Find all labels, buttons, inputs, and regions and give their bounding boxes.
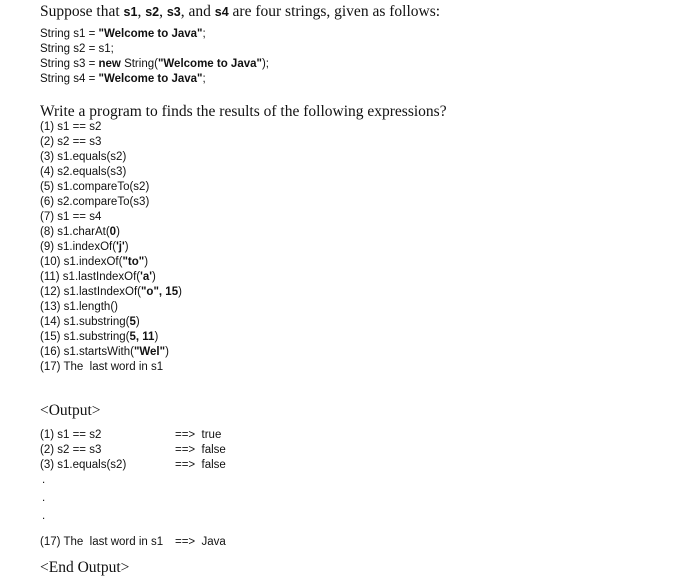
declaration-s1: String s1 = "Welcome to Java";	[40, 28, 206, 40]
output-row-expression: (1) s1 == s2	[40, 429, 102, 441]
expression-item: (15) s1.substring(5, 11)	[40, 331, 159, 343]
expression-item: (14) s1.substring(5)	[40, 316, 140, 328]
ellipsis-dot: .	[42, 492, 46, 504]
declaration-s4: String s4 = "Welcome to Java";	[40, 73, 206, 85]
output-last-expression: (17) The last word in s1	[40, 536, 164, 548]
output-row-result: ==> false	[175, 459, 226, 471]
expression-item: (4) s2.equals(s3)	[40, 166, 127, 178]
ellipsis-dot: .	[42, 474, 46, 486]
expression-item: (17) The last word in s1	[40, 361, 164, 373]
expression-item: (12) s1.lastIndexOf("o", 15)	[40, 286, 182, 298]
expression-item: (10) s1.indexOf("to")	[40, 256, 149, 268]
expression-item: (1) s1 == s2	[40, 121, 102, 133]
intro-sentence: Suppose that s1, s2, s3, and s4 are four strings, given as follows:	[40, 3, 441, 20]
expression-item: (7) s1 == s4	[40, 211, 102, 223]
output-row-expression: (2) s2 == s3	[40, 444, 102, 456]
expression-item: (8) s1.charAt(0)	[40, 226, 120, 238]
output-end-label: <End Output>	[40, 559, 130, 576]
expression-item: (5) s1.compareTo(s2)	[40, 181, 150, 193]
ellipsis-dot: .	[42, 510, 46, 522]
expression-item: (2) s2 == s3	[40, 136, 102, 148]
output-start-label: <Output>	[40, 402, 101, 419]
expression-item: (6) s2.compareTo(s3)	[40, 196, 150, 208]
question-prompt: Write a program to finds the results of the following expressions?	[40, 103, 447, 120]
expression-item: (13) s1.length()	[40, 301, 118, 313]
output-last-result: ==> Java	[175, 536, 226, 548]
expression-item: (3) s1.equals(s2)	[40, 151, 127, 163]
declaration-s2: String s2 = s1;	[40, 43, 114, 55]
output-row-result: ==> false	[175, 444, 226, 456]
expression-item: (9) s1.indexOf('j')	[40, 241, 129, 253]
expression-item: (16) s1.startsWith("Wel")	[40, 346, 169, 358]
declaration-s3: String s3 = new String("Welcome to Java");	[40, 58, 269, 70]
output-row-expression: (3) s1.equals(s2)	[40, 459, 127, 471]
expression-item: (11) s1.lastIndexOf('a')	[40, 271, 156, 283]
output-row-result: ==> true	[175, 429, 222, 441]
